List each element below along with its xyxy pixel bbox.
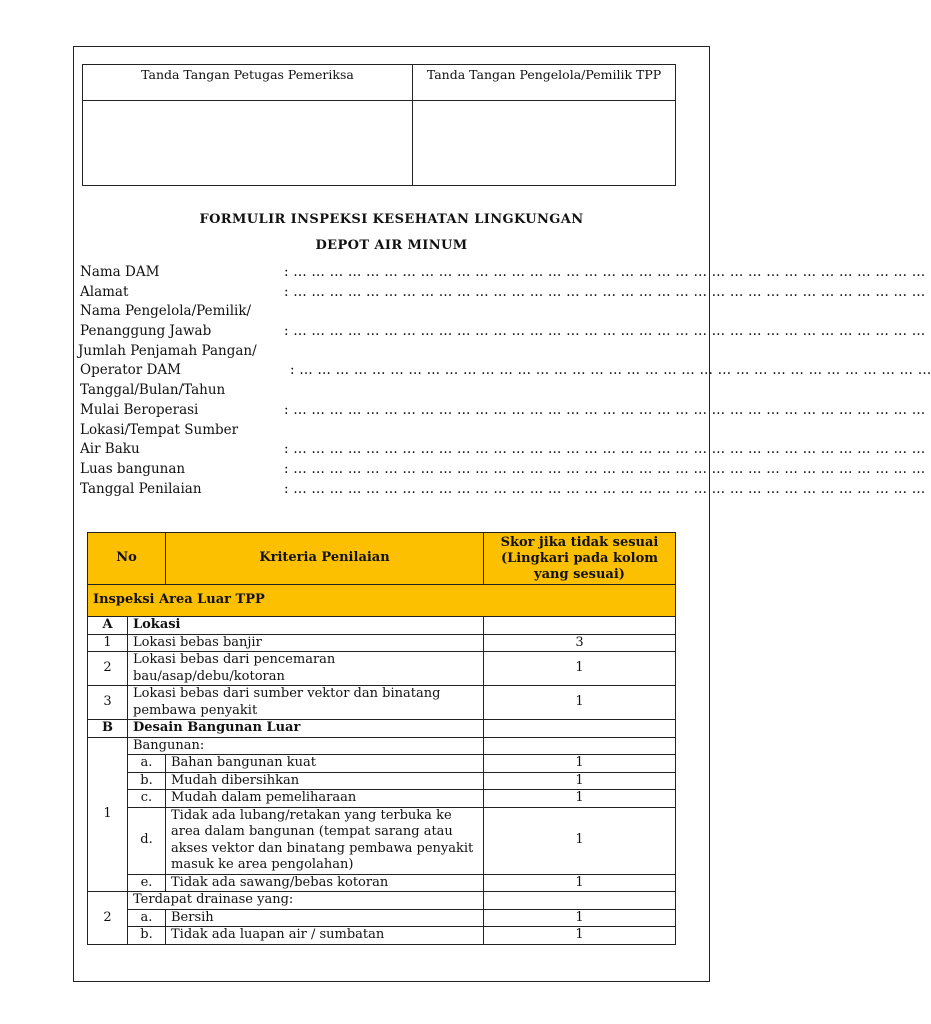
info-label: Jumlah Penjamah Pangan/ xyxy=(78,342,257,359)
row-number: 3 xyxy=(88,686,128,720)
row-criteria: Tidak ada sawang/bebas kotoran xyxy=(166,874,484,892)
score-cell[interactable]: 1 xyxy=(484,652,676,686)
info-fill-field[interactable]: : … … … … … … … … … … … … … … … … … … … … … … … … … … … … … … … … … … … xyxy=(284,480,926,497)
row-letter: a. xyxy=(128,909,166,927)
table-row xyxy=(88,927,676,945)
row-number: 1 xyxy=(88,737,128,892)
score-cell xyxy=(484,720,676,738)
info-label: Tanggal/Bulan/Tahun xyxy=(80,382,226,399)
info-section xyxy=(78,263,931,499)
signature-header-owner: Tanda Tangan Pengelola/Pemilik TPP xyxy=(413,65,676,101)
info-label: Operator DAM xyxy=(80,362,181,379)
row-criteria: Bahan bangunan kuat xyxy=(166,755,484,773)
info-row-lokasi-1 xyxy=(80,421,710,441)
table-header-row xyxy=(88,533,676,585)
header-skor: Skor jika tidak sesuai (Lingkari pada kolom yang sesuai) xyxy=(484,533,676,585)
info-label: Nama DAM xyxy=(80,264,160,280)
info-fill-field[interactable]: : … … … … … … … … … … … … … … … … … … … … … … … … … … … … … … … … … … … xyxy=(284,460,926,477)
score-cell[interactable]: 1 xyxy=(484,909,676,927)
table-row xyxy=(88,874,676,892)
signature-table xyxy=(82,64,676,186)
row-criteria: Bersih xyxy=(166,909,484,927)
info-row-nama-dam xyxy=(80,263,926,283)
info-row-penilaian xyxy=(80,480,926,500)
info-row-pengelola-2 xyxy=(80,322,926,342)
info-fill-field[interactable]: : … … … … … … … … … … … … … … … … … … … … … … … … … … … … … … … … … … … xyxy=(284,401,926,418)
row-letter: d. xyxy=(128,807,166,874)
signature-header-inspector: Tanda Tangan Petugas Pemeriksa xyxy=(83,65,413,101)
score-cell[interactable]: 1 xyxy=(484,874,676,892)
row-letter: c. xyxy=(128,790,166,808)
info-label: Alamat xyxy=(80,283,129,300)
header-kriteria: Kriteria Penilaian xyxy=(166,533,484,585)
form-title: FORMULIR INSPEKSI KESEHATAN LINGKUNGAN xyxy=(199,212,584,227)
row-criteria: Lokasi bebas dari sumber vektor dan binatang pembawa penyakit xyxy=(128,686,484,720)
row-title: Lokasi xyxy=(128,617,484,635)
section-row xyxy=(88,585,676,617)
score-cell[interactable]: 1 xyxy=(484,807,676,874)
info-row-tanggal-2 xyxy=(80,401,926,421)
row-title: Desain Bangunan Luar xyxy=(128,720,484,738)
info-row-alamat xyxy=(80,283,926,303)
row-letter: a. xyxy=(128,755,166,773)
form-subtitle: DEPOT AIR MINUM xyxy=(315,238,468,253)
score-cell xyxy=(484,737,676,755)
row-subtitle: Bangunan: xyxy=(128,737,484,755)
score-cell xyxy=(484,617,676,635)
info-row-pengelola-1 xyxy=(80,302,710,322)
row-criteria: Lokasi bebas banjir xyxy=(128,634,484,652)
info-row-lokasi-2 xyxy=(80,440,926,460)
info-label: Lokasi/Tempat Sumber xyxy=(80,421,239,438)
row-criteria: Tidak ada lubang/retakan yang terbuka ke area dalam bangunan (tempat sarang atau akses vektor dan binatang pembawa penyakit masuk ke area pengolahan) xyxy=(166,807,484,874)
row-subtitle: Terdapat drainase yang: xyxy=(128,892,484,910)
row-letter: b. xyxy=(128,772,166,790)
info-row-tanggal-1 xyxy=(80,381,710,401)
score-cell[interactable]: 1 xyxy=(484,755,676,773)
signature-box-inspector[interactable] xyxy=(83,101,413,186)
info-label: Penanggung Jawab xyxy=(80,323,212,340)
header-no: No xyxy=(88,533,166,585)
row-criteria: Tidak ada luapan air / sumbatan xyxy=(166,927,484,945)
table-row xyxy=(88,772,676,790)
table-row xyxy=(88,909,676,927)
score-cell[interactable]: 1 xyxy=(484,772,676,790)
score-cell[interactable]: 1 xyxy=(484,927,676,945)
score-cell[interactable]: 1 xyxy=(484,686,676,720)
info-row-luas xyxy=(80,460,926,480)
signature-box-owner[interactable] xyxy=(413,101,676,186)
info-label: Tanggal Penilaian xyxy=(80,480,202,497)
info-row-penjamah-2 xyxy=(80,361,931,381)
table-row xyxy=(88,892,676,910)
row-code: A xyxy=(88,617,128,635)
section-title: Inspeksi Area Luar TPP xyxy=(88,585,676,617)
form-page xyxy=(73,46,931,982)
table-row xyxy=(88,652,676,686)
info-row-penjamah-1 xyxy=(80,342,710,362)
row-code: B xyxy=(88,720,128,738)
info-fill-field[interactable]: : … … … … … … … … … … … … … … … … … … … … … … … … … … … … … … … … … … … xyxy=(284,283,926,300)
info-fill-field[interactable]: : … … … … … … … … … … … … … … … … … … … … … … … … … … … … … … … … … … … xyxy=(290,362,931,379)
score-cell[interactable]: 1 xyxy=(484,790,676,808)
table-row xyxy=(88,634,676,652)
row-number: 2 xyxy=(88,652,128,686)
row-criteria: Mudah dibersihkan xyxy=(166,772,484,790)
score-cell[interactable]: 3 xyxy=(484,634,676,652)
info-label: Air Baku xyxy=(80,441,140,458)
criteria-table xyxy=(87,532,676,945)
row-letter: b. xyxy=(128,927,166,945)
info-fill-field[interactable]: : … … … … … … … … … … … … … … … … … … … … … … … … … … … … … … … … … … … xyxy=(284,441,926,458)
table-row xyxy=(88,737,676,755)
info-fill-field[interactable]: : … … … … … … … … … … … … … … … … … … … … … … … … … … … … … … … … … … … xyxy=(284,264,926,280)
info-label: Mulai Beroperasi xyxy=(80,401,199,418)
row-number: 1 xyxy=(88,634,128,652)
info-label: Luas bangunan xyxy=(80,460,186,477)
info-label: Nama Pengelola/Pemilik/ xyxy=(80,303,252,320)
table-row xyxy=(88,755,676,773)
table-row xyxy=(88,720,676,738)
row-number: 2 xyxy=(88,892,128,945)
score-cell xyxy=(484,892,676,910)
table-row xyxy=(88,686,676,720)
table-row xyxy=(88,617,676,635)
row-criteria: Lokasi bebas dari pencemaran bau/asap/debu/kotoran xyxy=(128,652,484,686)
info-fill-field[interactable]: : … … … … … … … … … … … … … … … … … … … … … … … … … … … … … … … … … … … xyxy=(284,323,926,340)
row-criteria: Mudah dalam pemeliharaan xyxy=(166,790,484,808)
table-row xyxy=(88,790,676,808)
table-row xyxy=(88,807,676,874)
row-letter: e. xyxy=(128,874,166,892)
